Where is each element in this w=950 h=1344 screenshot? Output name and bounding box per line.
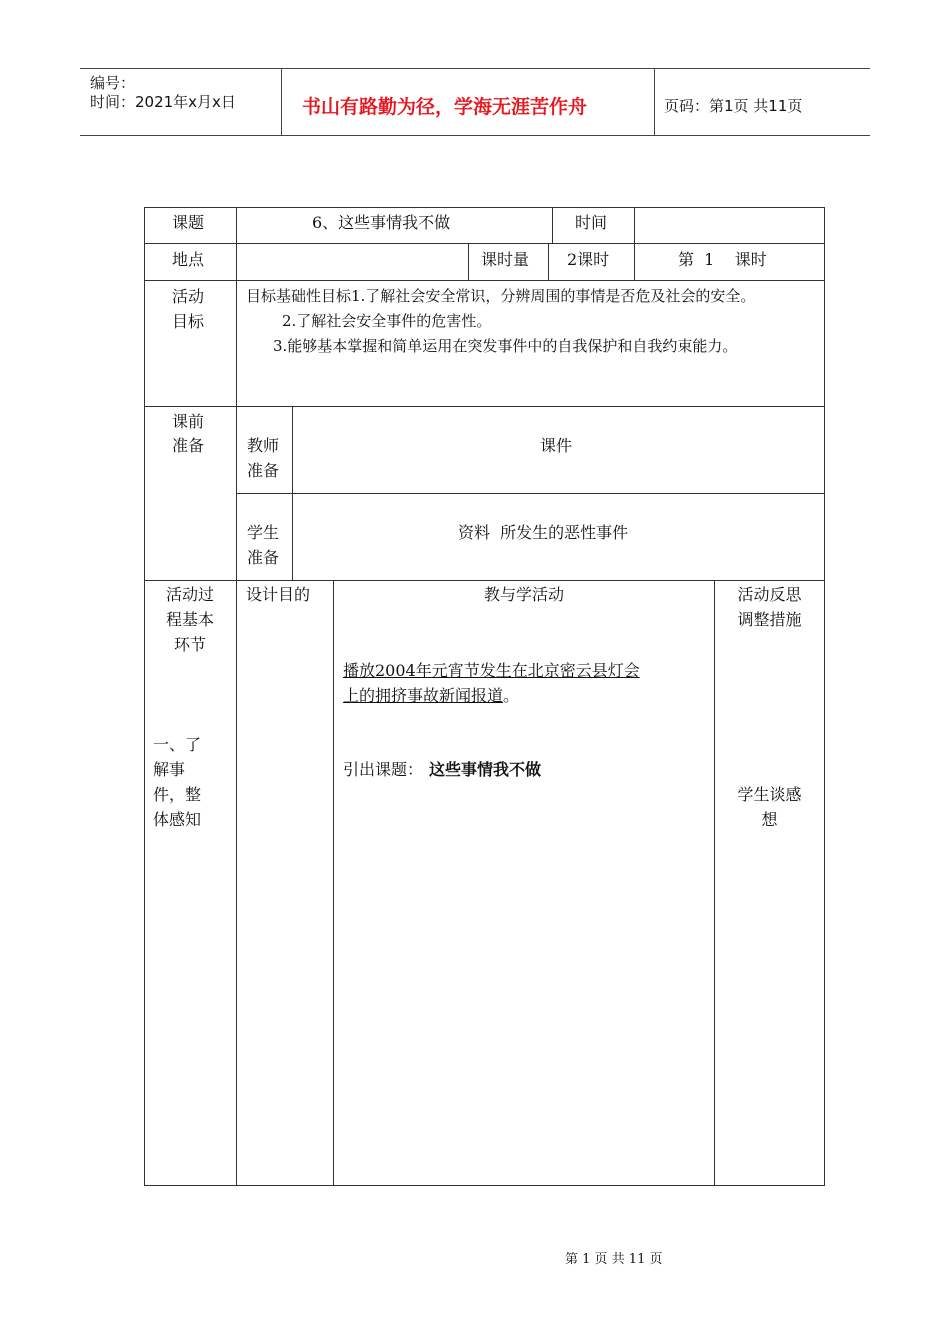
header-number-label: 编号： (90, 74, 136, 92)
header-bottom-rule (80, 135, 870, 136)
student-prep-label-2: 准备 (247, 548, 280, 567)
process-label-line-1: 活动过 (165, 585, 214, 604)
process-label-line-2: 程基本 (165, 610, 214, 629)
intro-topic: 这些事情我不做 (429, 760, 542, 779)
process-label-line-3: 环节 (173, 635, 206, 654)
table-rule (824, 207, 825, 1186)
table-rule (552, 207, 553, 244)
teacher-prep-label-2: 准备 (247, 461, 280, 480)
header-time-label: 时间：2021年x月x日 (90, 93, 236, 111)
session-value: 第 1 课时 (678, 250, 767, 269)
goal-3: 3.能够基本掌握和简单运用在突发事件中的自我保护和自我约束能力。 (273, 337, 738, 355)
teacher-prep-value: 课件 (540, 436, 573, 455)
student-prep-value: 资料 所发生的恶性事件 (458, 523, 629, 542)
intro-label: 引出课题： (343, 760, 424, 779)
reflection-label-line-1: 活动反思 (737, 585, 802, 604)
header-motto: 书山有路勤为径，学海无涯苦作舟 (302, 96, 588, 118)
step-1-line-1: 一、了 (153, 735, 202, 754)
hours-label: 课时量 (481, 250, 530, 269)
teacher-prep-label-1: 教师 (247, 436, 280, 455)
table-rule (144, 207, 825, 208)
table-rule (236, 207, 237, 1186)
activity-line-2 (343, 684, 519, 708)
student-feedback-line-1: 学生谈感 (737, 785, 802, 804)
goals-label-line-1: 活动 (172, 287, 205, 306)
header-divider-1 (281, 68, 282, 136)
hours-value: 2课时 (567, 250, 610, 269)
table-rule (144, 406, 825, 407)
prep-label-line-1: 课前 (172, 412, 205, 431)
table-rule (144, 1185, 825, 1186)
table-rule (333, 580, 334, 1186)
table-rule (634, 207, 635, 281)
step-1-line-2: 解事 (153, 760, 186, 779)
page-footer: 第 1 页 共 11 页 (565, 1252, 663, 1267)
header-divider-2 (654, 68, 655, 136)
table-rule (468, 243, 469, 281)
header-page-label: 页码：第1页 共11页 (664, 97, 803, 115)
activity-line-2-text: 上的拥挤事故新闻报道 (343, 686, 504, 705)
step-1-line-4: 体感知 (153, 810, 202, 829)
table-rule (144, 207, 145, 1186)
table-rule (292, 406, 293, 581)
prep-label-line-2: 准备 (172, 436, 205, 455)
table-rule (144, 580, 825, 581)
goals-label-line-2: 目标 (172, 312, 205, 331)
student-prep-label-1: 学生 (247, 523, 280, 542)
header-top-rule (80, 68, 870, 69)
table-rule (714, 580, 715, 1186)
table-rule (144, 243, 825, 244)
place-label: 地点 (172, 250, 205, 269)
design-purpose-label: 设计目的 (246, 585, 311, 604)
intro-line (343, 758, 541, 782)
table-rule (548, 243, 549, 281)
table-rule (144, 280, 825, 281)
reflection-label-line-2: 调整措施 (737, 610, 802, 629)
step-1-line-3: 件，整 (153, 785, 202, 804)
goal-2: 2.了解社会安全事件的危害性。 (282, 312, 492, 330)
topic-label: 课题 (172, 213, 205, 232)
table-rule (236, 493, 825, 494)
teaching-activity-label: 教与学活动 (483, 585, 564, 604)
topic-value: 6、这些事情我不做 (312, 213, 451, 232)
time-label: 时间 (575, 213, 608, 232)
activity-line-1: 播放2004年元宵节发生在北京密云县灯会 (343, 661, 640, 680)
student-feedback-line-2: 想 (761, 810, 778, 829)
goal-1: 目标基础性目标1.了解社会安全常识，分辨周围的事情是否危及社会的安全。 (246, 287, 756, 305)
activity-line-2-period: 。 (503, 686, 520, 705)
